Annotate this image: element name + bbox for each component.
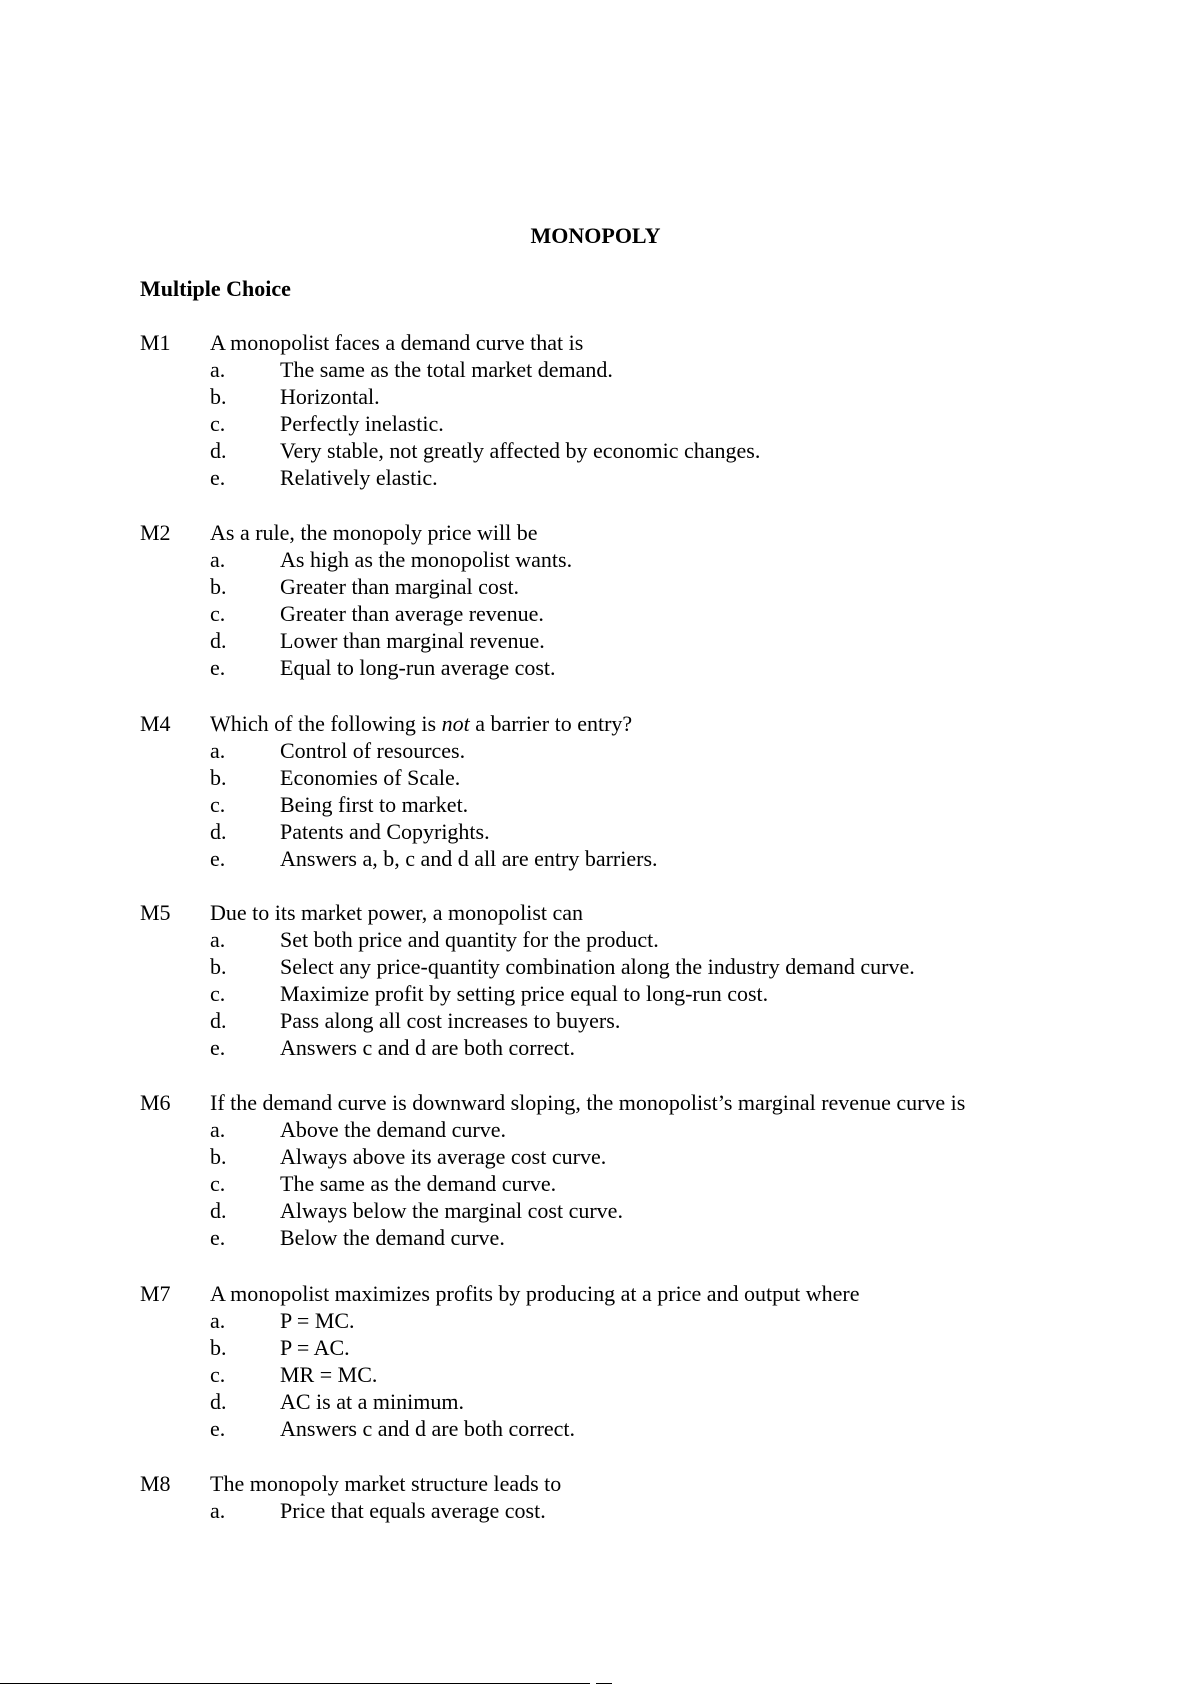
option-letter: c. — [210, 792, 226, 817]
section-heading: Multiple Choice — [140, 276, 291, 301]
question-stem: If the demand curve is downward sloping, the monopolist’s marginal revenue curve is — [210, 1090, 966, 1115]
option-text: Lower than marginal revenue. — [280, 628, 545, 653]
answer-option — [140, 764, 658, 791]
option-text: AC is at a minimum. — [280, 1389, 464, 1414]
option-text: The same as the total market demand. — [280, 357, 613, 382]
option-letter: c. — [210, 1362, 226, 1387]
option-letter: c. — [210, 411, 226, 436]
option-letter: e. — [210, 465, 226, 490]
answer-option — [140, 437, 760, 464]
question-m5 — [140, 899, 915, 1061]
option-text: The same as the demand curve. — [280, 1171, 557, 1196]
option-text: Always above its average cost curve. — [280, 1144, 607, 1169]
stem-before: Which of the following is — [210, 711, 442, 736]
answer-option — [140, 1497, 561, 1524]
answer-option — [140, 1034, 915, 1061]
stem-after: a barrier to entry? — [469, 711, 633, 736]
option-letter: a. — [210, 357, 226, 382]
question-m7 — [140, 1280, 859, 1442]
option-text: Relatively elastic. — [280, 465, 438, 490]
answer-option — [140, 1361, 859, 1388]
option-letter: b. — [210, 1144, 227, 1169]
option-letter: a. — [210, 547, 226, 572]
answer-option — [140, 573, 572, 600]
option-letter: a. — [210, 738, 226, 763]
option-text: Equal to long-run average cost. — [280, 655, 556, 680]
option-text: Pass along all cost increases to buyers. — [280, 1008, 621, 1033]
answer-option — [140, 953, 915, 980]
answer-option — [140, 627, 572, 654]
page-title — [0, 221, 1191, 251]
question-number: M4 — [140, 711, 171, 736]
option-text: Patents and Copyrights. — [280, 819, 490, 844]
option-text: Perfectly inelastic. — [280, 411, 444, 436]
answer-option — [140, 654, 572, 681]
option-text: Economies of Scale. — [280, 765, 461, 790]
question-number: M7 — [140, 1281, 171, 1306]
answer-option — [140, 1224, 965, 1251]
option-text: P = AC. — [280, 1335, 350, 1360]
option-text: As high as the monopolist wants. — [280, 547, 573, 572]
option-letter: c. — [210, 601, 226, 626]
question-stem: As a rule, the monopoly price will be — [210, 520, 538, 545]
option-letter: e. — [210, 846, 226, 871]
option-letter: b. — [210, 765, 227, 790]
page-title-text: MONOPOLY — [530, 223, 661, 248]
answer-option — [140, 383, 760, 410]
answer-option — [140, 737, 658, 764]
answer-option — [140, 464, 760, 491]
option-text: Being first to market. — [280, 792, 469, 817]
answer-option — [140, 1415, 859, 1442]
option-letter: b. — [210, 1335, 227, 1360]
footer-divider — [0, 1683, 590, 1684]
answer-option — [140, 356, 760, 383]
answer-option — [140, 1170, 965, 1197]
answer-option — [140, 845, 658, 872]
option-text: Very stable, not greatly affected by economic changes. — [280, 438, 761, 463]
answer-option — [140, 1307, 859, 1334]
option-text: Answers c and d are both correct. — [280, 1416, 576, 1441]
option-text: Below the demand curve. — [280, 1225, 505, 1250]
question-stem: A monopolist faces a demand curve that is — [210, 330, 584, 355]
question-m2 — [140, 519, 572, 681]
option-letter: c. — [210, 1171, 226, 1196]
answer-option — [140, 980, 915, 1007]
question-m4 — [140, 710, 658, 872]
answer-option — [140, 1007, 915, 1034]
option-text: Set both price and quantity for the product. — [280, 927, 659, 952]
option-text: MR = MC. — [280, 1362, 378, 1387]
option-letter: e. — [210, 1225, 226, 1250]
option-letter: d. — [210, 438, 227, 463]
answer-option — [140, 1334, 859, 1361]
option-text: Always below the marginal cost curve. — [280, 1198, 623, 1223]
option-text: Horizontal. — [280, 384, 380, 409]
question-number: M5 — [140, 900, 171, 925]
question-stem: The monopoly market structure leads to — [210, 1471, 562, 1496]
question-stem — [210, 710, 632, 737]
question-number: M8 — [140, 1471, 171, 1496]
option-letter: b. — [210, 574, 227, 599]
question-stem: Due to its market power, a monopolist can — [210, 900, 584, 925]
option-letter: d. — [210, 1008, 227, 1033]
answer-option — [140, 600, 572, 627]
option-text: Select any price-quantity combination along the industry demand curve. — [280, 954, 915, 979]
option-text: Answers c and d are both correct. — [280, 1035, 576, 1060]
answer-option — [140, 410, 760, 437]
option-letter: b. — [210, 954, 227, 979]
option-letter: d. — [210, 628, 227, 653]
question-number: M1 — [140, 330, 171, 355]
option-letter: a. — [210, 927, 226, 952]
option-letter: c. — [210, 981, 226, 1006]
option-letter: b. — [210, 384, 227, 409]
question-m6 — [140, 1089, 965, 1251]
answer-option — [140, 1116, 965, 1143]
option-letter: e. — [210, 655, 226, 680]
question-number: M2 — [140, 520, 171, 545]
footer-divider-short — [596, 1683, 612, 1684]
answer-option — [140, 1197, 965, 1224]
question-number: M6 — [140, 1090, 171, 1115]
option-text: P = MC. — [280, 1308, 355, 1333]
question-m1 — [140, 329, 760, 491]
option-letter: a. — [210, 1308, 226, 1333]
answer-option — [140, 546, 572, 573]
option-letter: a. — [210, 1117, 226, 1142]
question-m8 — [140, 1470, 561, 1524]
option-text: Control of resources. — [280, 738, 466, 763]
option-letter: e. — [210, 1416, 226, 1441]
option-letter: d. — [210, 1198, 227, 1223]
option-text: Price that equals average cost. — [280, 1498, 546, 1523]
option-text: Above the demand curve. — [280, 1117, 507, 1142]
answer-option — [140, 1388, 859, 1415]
option-letter: e. — [210, 1035, 226, 1060]
answer-option — [140, 926, 915, 953]
answer-option — [140, 818, 658, 845]
answer-option — [140, 791, 658, 818]
option-text: Greater than average revenue. — [280, 601, 544, 626]
stem-emphasis: not — [441, 711, 470, 736]
option-letter: d. — [210, 819, 227, 844]
question-stem: A monopolist maximizes profits by producing at a price and output where — [210, 1281, 860, 1306]
option-text: Maximize profit by setting price equal to long-run cost. — [280, 981, 769, 1006]
answer-option — [140, 1143, 965, 1170]
option-letter: a. — [210, 1498, 226, 1523]
option-letter: d. — [210, 1389, 227, 1414]
option-text: Greater than marginal cost. — [280, 574, 520, 599]
option-text: Answers a, b, c and d all are entry barriers. — [280, 846, 658, 871]
